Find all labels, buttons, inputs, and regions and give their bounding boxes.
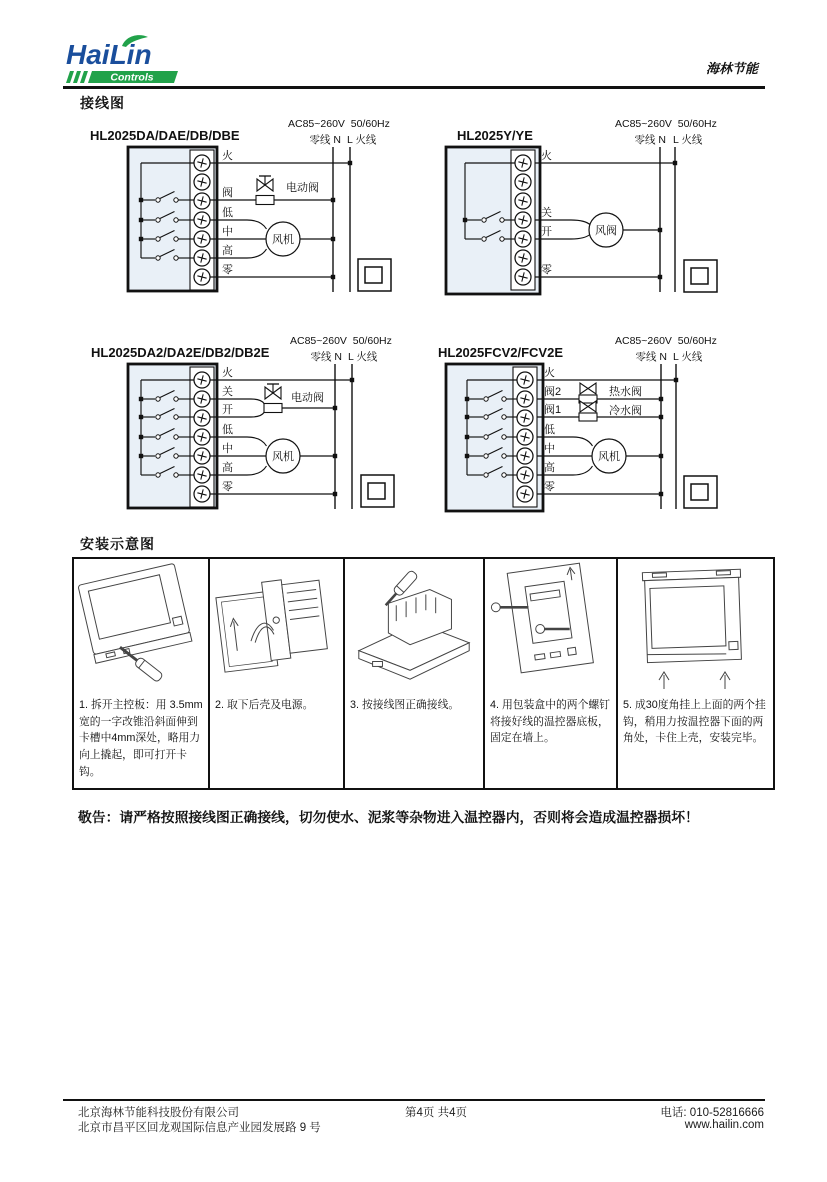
wiring-diagram-hl2025da2 xyxy=(85,331,435,536)
warning-text: 敬告：请严格按照接线图正确接线，切勿使水、泥浆等杂物进入温控器内，否则将会造成温控器损坏！ xyxy=(78,810,699,825)
valve-label: 电动阀 xyxy=(291,392,324,404)
header-divider xyxy=(63,86,765,89)
footer-company: 北京海林节能科技股份有限公司 xyxy=(78,1107,239,1119)
footer-website: www.hailin.com xyxy=(684,1119,764,1131)
motor-valve-symbol xyxy=(264,384,282,413)
svg-text:阀2: 阀2 xyxy=(544,386,562,398)
footer-phone: 电话: 010-52816666 xyxy=(660,1107,764,1119)
wiring-diagram-hl2025da xyxy=(85,114,435,319)
svg-text:中: 中 xyxy=(544,443,555,455)
svg-text:高: 高 xyxy=(222,462,233,474)
step-caption: 2. 取下后壳及电源。 xyxy=(215,699,314,711)
svg-text:低: 低 xyxy=(544,424,555,436)
svg-text:零: 零 xyxy=(222,264,233,276)
step-2-illustration xyxy=(210,559,343,695)
diagram-model: HL2025DA2/DA2E/DB2/DB2E xyxy=(91,345,270,360)
installation-steps xyxy=(72,557,775,790)
cold-water-valve-label: 冷水阀 xyxy=(609,405,642,417)
live-label: L 火线 xyxy=(673,134,703,146)
step-1-illustration xyxy=(74,559,208,695)
install-step-5 xyxy=(618,559,773,788)
step-5-illustration xyxy=(618,559,773,695)
wall-box-symbol xyxy=(361,475,394,507)
diagram-model: HL2025Y/YE xyxy=(457,128,533,143)
svg-text:零: 零 xyxy=(541,264,552,276)
footer-page-info: 第4页 共4页 xyxy=(405,1107,467,1119)
live-label: L 火线 xyxy=(673,351,703,363)
svg-text:零: 零 xyxy=(544,481,555,493)
step-4-illustration xyxy=(485,559,616,695)
wall-box-symbol xyxy=(684,260,717,292)
installation-section-title: 安装示意图 xyxy=(80,536,155,552)
install-step-2 xyxy=(210,559,345,788)
svg-text:风机: 风机 xyxy=(272,451,294,463)
svg-text:火: 火 xyxy=(222,367,233,379)
wiring-section-title: 接线图 xyxy=(80,95,125,111)
svg-text:零: 零 xyxy=(222,481,233,493)
live-label: L 火线 xyxy=(347,134,377,146)
footer-divider xyxy=(63,1099,765,1101)
fan-symbol xyxy=(266,439,300,473)
footer-address: 北京市昌平区回龙观国际信息产业园发展路 9 号 xyxy=(78,1122,321,1134)
install-step-4 xyxy=(485,559,618,788)
svg-text:风机: 风机 xyxy=(598,451,620,463)
neutral-label: 零线 N xyxy=(634,134,666,146)
install-step-1 xyxy=(74,559,210,788)
install-step-3 xyxy=(345,559,485,788)
hailin-logo xyxy=(64,34,214,88)
svg-text:风阀: 风阀 xyxy=(595,225,617,237)
power-spec: AC85~260V 50/60Hz xyxy=(615,118,717,130)
power-spec: AC85~260V 50/60Hz xyxy=(290,335,392,347)
svg-text:关: 关 xyxy=(222,386,233,398)
svg-text:关: 关 xyxy=(541,207,552,219)
cold-water-valve-symbol xyxy=(579,401,597,421)
svg-text:中: 中 xyxy=(222,443,233,455)
svg-text:高: 高 xyxy=(222,245,233,257)
wall-box-symbol xyxy=(358,259,391,291)
neutral-label: 零线 N xyxy=(635,351,667,363)
wiring-diagram-hl2025y xyxy=(433,114,783,319)
svg-text:火: 火 xyxy=(544,367,555,379)
svg-text:阀1: 阀1 xyxy=(544,404,562,416)
step-caption: 5. 成30度角挂上上面的两个挂钩，稍用力按温控器下面的两角处，卡住上壳，安装完毕。 xyxy=(623,699,766,745)
logo-bar xyxy=(66,71,74,83)
logo-sub-text: Controls xyxy=(110,71,154,84)
svg-text:中: 中 xyxy=(222,226,233,238)
svg-text:阀: 阀 xyxy=(222,187,233,199)
damper-symbol xyxy=(589,213,623,247)
svg-text:风机: 风机 xyxy=(272,234,294,246)
svg-text:火: 火 xyxy=(541,150,552,162)
diagram-model: HL2025DA/DAE/DB/DBE xyxy=(90,128,240,143)
svg-text:火: 火 xyxy=(222,150,233,162)
live-label: L 火线 xyxy=(348,351,378,363)
hot-water-valve-symbol xyxy=(579,383,597,403)
wiring-diagram-hl2025fcv2 xyxy=(428,331,778,536)
step-3-illustration xyxy=(345,559,483,695)
neutral-label: 零线 N xyxy=(310,351,342,363)
svg-text:开: 开 xyxy=(222,404,233,416)
step-caption: 4. 用包装盒中的两个螺钉将接好线的温控器底板，固定在墙上。 xyxy=(490,699,610,745)
power-spec: AC85~260V 50/60Hz xyxy=(288,118,390,130)
motor-valve-symbol xyxy=(256,176,274,205)
svg-text:低: 低 xyxy=(222,424,233,436)
diagram-model: HL2025FCV2/FCV2E xyxy=(438,345,563,360)
step-caption: 3. 按接线图正确接线。 xyxy=(350,699,460,711)
svg-text:高: 高 xyxy=(544,462,555,474)
fan-symbol xyxy=(592,439,626,473)
hot-water-valve-label: 热水阀 xyxy=(609,386,642,398)
power-spec: AC85~260V 50/60Hz xyxy=(615,335,717,347)
wall-box-symbol xyxy=(684,476,717,508)
brand-chinese: 海林节能 xyxy=(705,61,758,76)
valve-label: 电动阀 xyxy=(286,182,319,194)
logo-text: HaiLin xyxy=(66,39,152,70)
svg-text:低: 低 xyxy=(222,207,233,219)
logo-bar xyxy=(80,71,88,83)
step-caption: 1. 拆开主控板：用 3.5mm宽的一字改锥沿斜面伸到卡槽中4mm深处，略用力向上撬起，即可打开卡钩。 xyxy=(79,699,203,778)
svg-text:开: 开 xyxy=(541,226,552,238)
neutral-label: 零线 N xyxy=(309,134,341,146)
fan-symbol xyxy=(266,222,300,256)
logo-bar xyxy=(73,71,81,83)
